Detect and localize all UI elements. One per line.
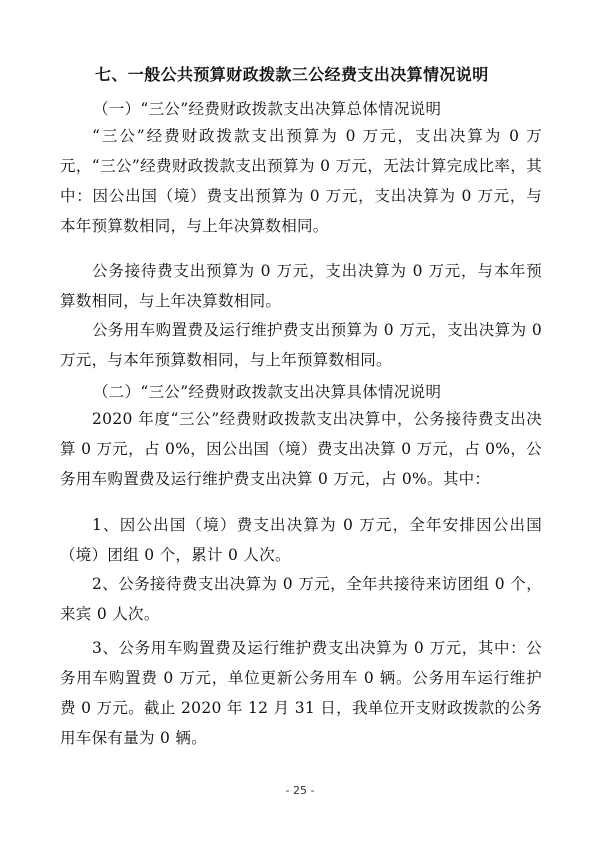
subsection-heading-1: （一）“三公”经费财政拨款支出决算总体情况说明: [93, 100, 442, 118]
paragraph-item-1: 1、因公出国（境）费支出决算为 0 万元，全年安排因公出国（境）团组 0 个，累计 0 人次。: [60, 516, 542, 564]
paragraph-item-3: 3、公务用车购置费及运行维护费支出决算为 0 万元，其中：公务用车购置费 0 万元，单位更新公务用车 0 辆。公务用车运行维护费 0 万元。截止 2020 年 12 月 31 日，我单位开支财政拨款的公务用车保有量为 0 辆。: [60, 639, 542, 747]
paragraph-detail: 2020 年度“三公”经费财政拨款支出决算中，公务接待费支出决算 0 万元，占 0%，因公出国（境）费支出决算 0 万元，占 0%，公务用车购置费及运行维护费支出决算 0 万元，占 0%。其中：: [60, 410, 542, 488]
paragraph-vehicle: 公务用车购置费及运行维护费支出预算为 0 万元，支出决算为 0 万元，与本年预算数相同，与上年预算数相同。: [60, 321, 542, 369]
page-number: - 25 -: [285, 784, 315, 797]
paragraph-overview: “三公”经费财政拨款支出预算为 0 万元，支出决算为 0 万元，“三公”经费财政拨款支出预算为 0 万元，无法计算完成比率，其中：因公出国（境）费支出预算为 0 万元，支出决算为 0 万元，与本年预算数相同，与上年决算数相同。: [60, 127, 542, 235]
section-title: 七、一般公共预算财政拨款三公经费支出决算情况说明: [95, 65, 489, 84]
paragraph-item-2: 2、公务接待费支出决算为 0 万元，全年共接待来访团组 0 个，来宾 0 人次。: [60, 575, 542, 623]
subsection-heading-2: （二）“三公”经费财政拨款支出决算具体情况说明: [93, 383, 442, 401]
paragraph-reception: 公务接待费支出预算为 0 万元，支出决算为 0 万元，与本年预算数相同，与上年决算数相同。: [60, 262, 542, 310]
